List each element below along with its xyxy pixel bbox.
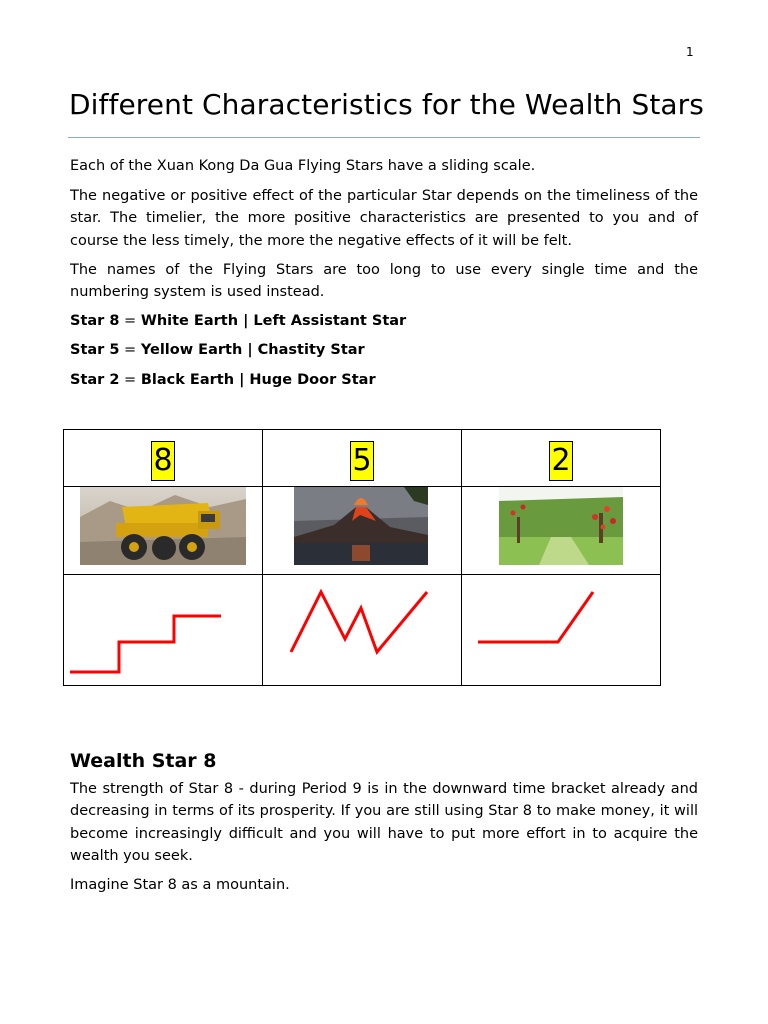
star-label: Star 8 [70, 313, 120, 329]
star-8-image-cell [64, 487, 263, 575]
star-2-definition [70, 372, 376, 388]
star-label: Star 5 [70, 342, 120, 358]
title-underline [68, 137, 700, 138]
zigzag-line [263, 575, 461, 685]
star-image-row [64, 487, 661, 575]
star-label: Star 2 [70, 372, 120, 388]
star-comparison-table [63, 429, 661, 686]
star-number-badge: 2 [549, 441, 572, 481]
rising-steps-line [64, 575, 262, 685]
star-2-trend-cell [462, 575, 661, 686]
star-8-paragraph: The strength of Star 8 - during Period 9 is in the downward time bracket already and decreasing in terms of its prosperity. If you are still using Star 8 to make money, it will become increasingly difficult and you will have to put more effort in to acquire the wealth you seek. [70, 781, 698, 865]
star-5-number-cell [263, 430, 462, 487]
star-2-image-cell [462, 487, 661, 575]
star-name: White Earth | Left Assistant Star [140, 313, 407, 329]
star-5-trend-cell [263, 575, 462, 686]
star-number-row [64, 430, 661, 487]
volcano-image [294, 487, 428, 565]
intro-paragraph: Each of the Xuan Kong Da Gua Flying Stars have a sliding scale. [70, 158, 536, 174]
equals-sign: = [119, 313, 141, 329]
star-name: Yellow Earth | Chastity Star [140, 342, 365, 358]
star-name: Black Earth | Huge Door Star [140, 372, 376, 388]
star-2-number-cell [462, 430, 661, 487]
star-trend-row [64, 575, 661, 686]
equals-sign: = [119, 342, 141, 358]
star-8-number-cell [64, 430, 263, 487]
star-number-badge: 8 [151, 441, 174, 481]
page-number: 1 [686, 45, 694, 59]
star-8-trend-cell [64, 575, 263, 686]
page-title: Different Characteristics for the Wealth Stars [69, 88, 704, 121]
star-5-definition [70, 342, 365, 358]
equals-sign: = [119, 372, 141, 388]
timeliness-paragraph: The negative or positive effect of the particular Star depends on the timeliness of the star. The timelier, the more positive characteristics are presented to you and of course the less timely, the more the negative effects of it will be felt. [70, 188, 698, 249]
flat-then-rising-line [462, 575, 660, 685]
section-heading: Wealth Star 8 [70, 750, 217, 772]
star-8-definition [70, 313, 406, 329]
apple-orchard-image [499, 487, 623, 565]
mining-truck-image [80, 487, 246, 565]
numbering-paragraph: The names of the Flying Stars are too long to use every single time and the numbering system is used instead. [70, 262, 698, 301]
star-5-image-cell [263, 487, 462, 575]
mountain-paragraph: Imagine Star 8 as a mountain. [70, 877, 290, 893]
star-number-badge: 5 [350, 441, 373, 481]
